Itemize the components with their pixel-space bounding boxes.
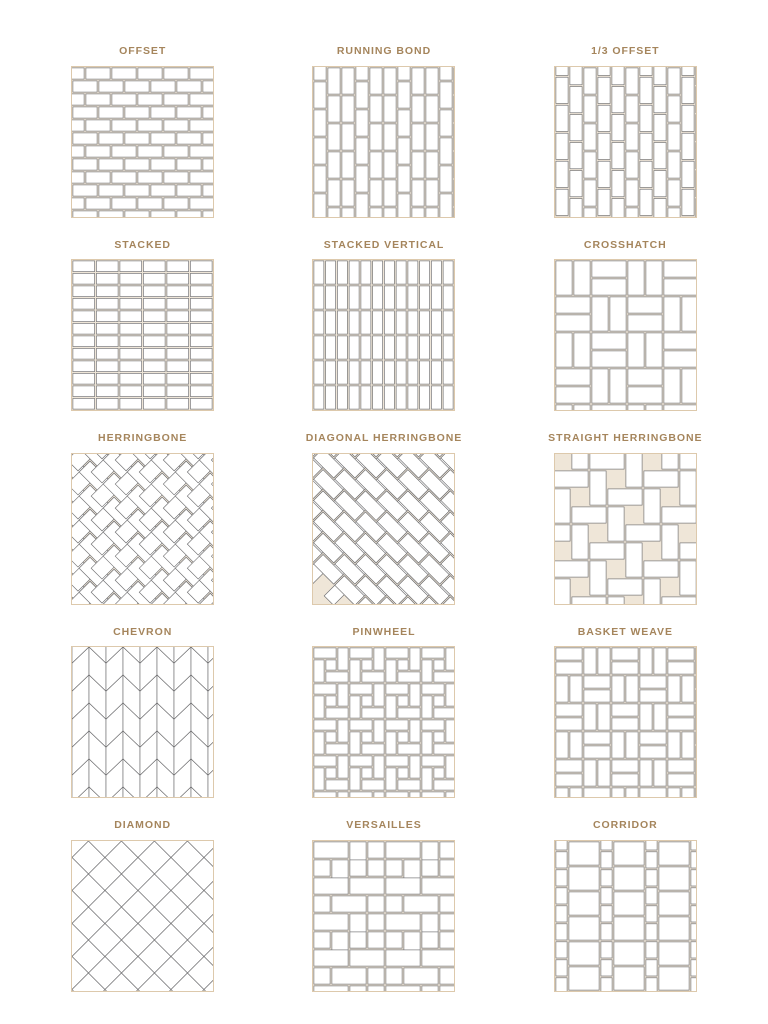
pattern-swatch-stacked[interactable] <box>71 259 214 411</box>
pattern-cell-pinwheel[interactable] <box>263 611 504 805</box>
pattern-label-stacked: STACKED <box>114 238 171 251</box>
pattern-cell-diagonal-herringbone[interactable] <box>263 417 504 611</box>
pattern-swatch-running-bond[interactable] <box>312 66 455 218</box>
pattern-label-one-third-offset: 1/3 OFFSET <box>591 45 660 57</box>
pattern-label-diamond: DIAMOND <box>114 819 172 832</box>
pattern-cell-crosshatch[interactable] <box>505 224 746 418</box>
tiles-basket-weave <box>555 647 696 797</box>
pattern-drawing <box>72 841 213 991</box>
pattern-swatch-chevron[interactable] <box>71 646 214 798</box>
tiles-versailles <box>313 841 454 991</box>
pattern-drawing <box>313 841 454 991</box>
pattern-swatch-crosshatch[interactable] <box>554 259 697 411</box>
pattern-drawing <box>313 454 454 604</box>
pattern-swatch-diagonal-herringbone[interactable] <box>312 453 455 605</box>
pattern-swatch-one-third-offset[interactable] <box>554 66 697 218</box>
pattern-swatch-corridor[interactable] <box>554 840 697 992</box>
pattern-label-crosshatch: CROSSHATCH <box>583 238 667 251</box>
pattern-swatch-basket-weave[interactable] <box>554 646 697 798</box>
pattern-cell-versailles[interactable] <box>263 804 504 998</box>
pattern-drawing <box>72 260 213 410</box>
pattern-drawing <box>313 67 454 217</box>
pattern-drawing <box>555 67 696 217</box>
pattern-cell-running-bond[interactable] <box>263 30 504 224</box>
pattern-swatch-diamond[interactable] <box>71 840 214 992</box>
tiles-diamond <box>72 841 213 991</box>
pattern-swatch-versailles[interactable] <box>312 840 455 992</box>
pattern-cell-one-third-offset[interactable] <box>505 30 746 224</box>
pattern-label-stacked-vertical: STACKED VERTICAL <box>323 238 445 251</box>
pattern-drawing <box>313 260 454 410</box>
pattern-cell-chevron[interactable] <box>22 611 263 805</box>
pattern-drawing <box>72 67 213 217</box>
pattern-cell-corridor[interactable] <box>505 804 746 998</box>
pattern-cell-straight-herringbone[interactable] <box>505 417 746 611</box>
pattern-drawing <box>72 647 213 797</box>
pattern-drawing <box>555 647 696 797</box>
pattern-cell-diamond[interactable] <box>22 804 263 998</box>
pattern-label-offset: OFFSET <box>119 45 167 57</box>
pattern-label-chevron: CHEVRON <box>113 625 173 638</box>
pattern-label-diagonal-herringbone: DIAGONAL HERRINGBONE <box>305 432 463 445</box>
tiles-herringbone <box>72 454 213 604</box>
pattern-swatch-straight-herringbone[interactable] <box>554 453 697 605</box>
pattern-label-pinwheel: PINWHEEL <box>352 625 416 638</box>
pattern-label-herringbone: HERRINGBONE <box>98 432 188 445</box>
pattern-cell-offset[interactable] <box>22 30 263 224</box>
pattern-label-running-bond: RUNNING BOND <box>336 45 432 57</box>
pattern-swatch-pinwheel[interactable] <box>312 646 455 798</box>
tiles-crosshatch <box>555 261 696 410</box>
pattern-label-versailles: VERSAILLES <box>346 819 422 832</box>
pattern-cell-stacked-vertical[interactable] <box>263 224 504 418</box>
pattern-drawing <box>555 454 696 604</box>
pattern-swatch-herringbone[interactable] <box>71 453 214 605</box>
pattern-cell-herringbone[interactable] <box>22 417 263 611</box>
tiles-chevron <box>72 647 213 797</box>
tiles-diagonal-herringbone <box>313 454 454 604</box>
tiles-offset <box>72 67 213 217</box>
pattern-label-corridor: CORRIDOR <box>592 819 658 832</box>
pattern-drawing <box>313 647 454 797</box>
pattern-swatch-stacked-vertical[interactable] <box>312 259 455 411</box>
pattern-label-straight-herringbone: STRAIGHT HERRINGBONE <box>548 432 703 445</box>
pattern-drawing <box>555 260 696 410</box>
pattern-drawing <box>555 841 696 991</box>
pattern-label-basket-weave: BASKET WEAVE <box>577 625 673 638</box>
pattern-swatch-offset[interactable] <box>71 66 214 218</box>
pattern-cell-stacked[interactable] <box>22 224 263 418</box>
pattern-cell-basket-weave[interactable] <box>505 611 746 805</box>
pattern-drawing <box>72 454 213 604</box>
